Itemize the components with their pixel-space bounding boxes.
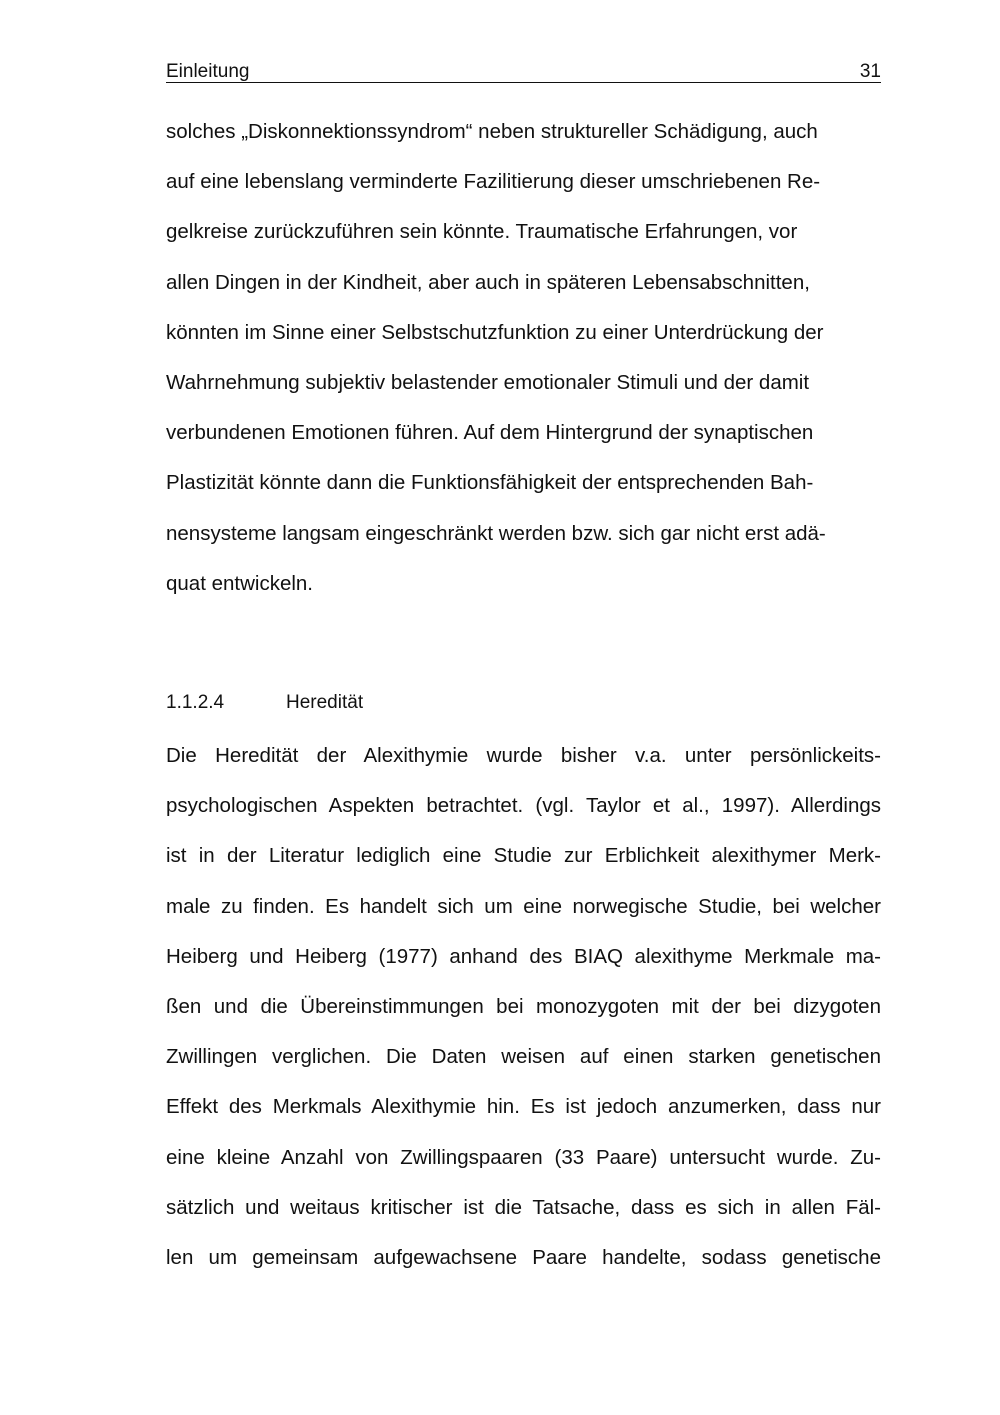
running-header [166, 58, 881, 83]
text-line: male zu finden. Es handelt sich um eine norwegische Studie, bei welcher [166, 894, 881, 918]
text-line: nensysteme langsam eingeschränkt werden bzw. sich gar nicht erst adä- [166, 521, 826, 545]
paragraph-heredity [166, 731, 881, 1283]
text-line: ist in der Literatur lediglich eine Studie zur Erblichkeit alexithymer Merk- [166, 844, 881, 868]
text-line: quat entwickeln. [166, 571, 314, 595]
section-title: Heredität [286, 692, 364, 713]
text-line: gelkreise zurückzuführen sein könnte. Traumatische Erfahrungen, vor [166, 220, 798, 244]
section-number: 1.1.2.4 [166, 692, 225, 713]
section-heading [166, 689, 363, 717]
text-line: Wahrnehmung subjektiv belastender emotionaler Stimuli und der damit [166, 370, 810, 394]
text-line: Zwillingen verglichen. Die Daten weisen auf einen starken genetischen [166, 1045, 881, 1069]
text-line: len um gemeinsam aufgewachsene Paare handelte, sodass genetische [166, 1245, 881, 1269]
text-line: ßen und die Übereinstimmungen bei monozygoten mit der bei dizygoten [166, 994, 881, 1018]
text-line: psychologischen Aspekten betrachtet. (vgl. Taylor et al., 1997). Allerdings [166, 794, 881, 818]
text-line: allen Dingen in der Kindheit, aber auch in späteren Lebensabschnitten, [166, 270, 810, 294]
text-line: verbundenen Emotionen führen. Auf dem Hintergrund der synaptischen [166, 421, 814, 445]
chapter-title: Einleitung [166, 61, 250, 82]
text-line: sätzlich und weitaus kritischer ist die Tatsache, dass es sich in allen Fäl- [166, 1195, 881, 1219]
text-line: Die Heredität der Alexithymie wurde bisher v.a. unter persönlickeits- [166, 744, 881, 767]
text-line: Effekt des Merkmals Alexithymie hin. Es ist jedoch anzumerken, dass nur [166, 1095, 881, 1119]
paragraph-disconnection [166, 107, 881, 609]
text-line: könnten im Sinne einer Selbstschutzfunktion zu einer Unterdrückung der [166, 320, 824, 344]
text-line: Plastizität könnte dann die Funktionsfähigkeit der entsprechenden Bah- [166, 471, 814, 495]
text-line: Heiberg und Heiberg (1977) anhand des BIAQ alexithyme Merkmale ma- [166, 944, 881, 968]
text-line: solches „Diskonnektionssyndrom“ neben struktureller Schädigung, auch [166, 120, 818, 143]
text-line: auf eine lebenslang verminderte Fazilitierung dieser umschriebenen Re- [166, 170, 821, 194]
page-number: 31 [859, 61, 881, 82]
text-line: eine kleine Anzahl von Zwillingspaaren (33 Paare) untersucht wurde. Zu- [166, 1145, 881, 1169]
